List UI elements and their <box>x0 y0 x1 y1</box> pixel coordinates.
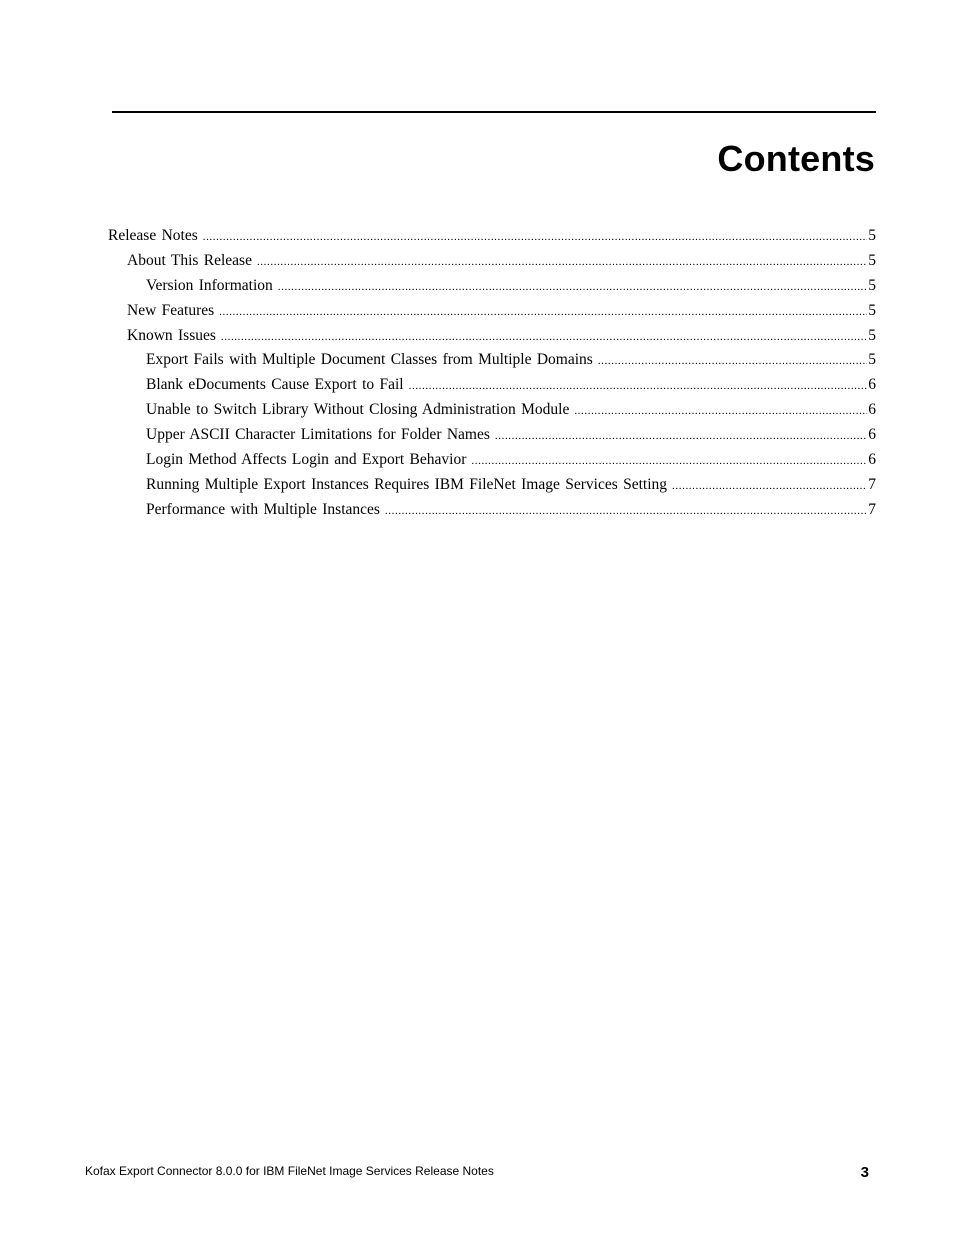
toc-entry-page-number: 6 <box>868 451 876 469</box>
toc-entry-page-number: 5 <box>868 276 876 294</box>
toc-entry[interactable] <box>108 326 876 351</box>
footer-document-title: Kofax Export Connector 8.0.0 for IBM FileNet Image Services Release Notes <box>85 1164 494 1178</box>
toc-entry-page-number: 6 <box>868 376 876 394</box>
toc-entry[interactable] <box>108 276 876 301</box>
toc-entry[interactable] <box>108 450 876 475</box>
toc-entry[interactable] <box>108 475 876 500</box>
toc-entry-page-number: 6 <box>868 426 876 444</box>
toc-entry[interactable] <box>108 375 876 400</box>
toc-dot-leader <box>385 501 867 521</box>
toc-entry-label: New Features <box>127 301 215 319</box>
toc-dot-leader <box>278 277 867 297</box>
toc-dot-leader <box>257 252 867 272</box>
toc-entry-page-number: 5 <box>868 251 876 269</box>
toc-entry-label: About This Release <box>127 251 252 269</box>
toc-entry[interactable] <box>108 500 876 525</box>
toc-entry-label: Export Fails with Multiple Document Classes from Multiple Domains <box>146 351 593 369</box>
toc-entry-label: Running Multiple Export Instances Requires IBM FileNet Image Services Setting <box>146 475 668 493</box>
toc-entry[interactable] <box>108 425 876 450</box>
toc-entry[interactable] <box>108 226 876 251</box>
toc-dot-leader <box>203 227 868 247</box>
toc-entry-page-number: 5 <box>868 301 876 319</box>
toc-entry[interactable] <box>108 400 876 425</box>
footer-page-number: 3 <box>860 1164 869 1181</box>
toc-dot-leader <box>598 351 867 371</box>
toc-entry[interactable] <box>108 301 876 326</box>
toc-entry-label: Known Issues <box>127 326 216 344</box>
toc-entry-label: Blank eDocuments Cause Export to Fail <box>146 376 404 394</box>
toc-entry[interactable] <box>108 350 876 375</box>
toc-dot-leader <box>574 401 867 421</box>
toc-entry[interactable] <box>108 251 876 276</box>
toc-dot-leader <box>221 327 867 347</box>
toc-dot-leader <box>471 451 867 471</box>
toc-entry-label: Login Method Affects Login and Export Behavior <box>146 451 467 469</box>
toc-entry-page-number: 7 <box>868 500 876 518</box>
toc-entry-page-number: 5 <box>868 351 876 369</box>
toc-entry-label: Release Notes <box>108 227 198 244</box>
toc-entry-label: Unable to Switch Library Without Closing Administration Module <box>146 401 570 419</box>
toc-entry-page-number: 6 <box>868 401 876 419</box>
table-of-contents <box>108 226 876 525</box>
toc-dot-leader <box>672 476 867 496</box>
page-title: Contents <box>717 138 875 179</box>
toc-entry-page-number: 7 <box>868 475 876 493</box>
toc-dot-leader <box>219 302 867 322</box>
toc-dot-leader <box>495 426 867 446</box>
toc-dot-leader <box>409 376 868 396</box>
toc-entry-label: Performance with Multiple Instances <box>146 500 380 518</box>
toc-entry-page-number: 5 <box>868 326 876 344</box>
toc-entry-label: Version Information <box>146 276 273 294</box>
header-rule <box>112 111 876 113</box>
toc-entry-page-number: 5 <box>868 227 876 244</box>
toc-entry-label: Upper ASCII Character Limitations for Folder Names <box>146 426 490 444</box>
